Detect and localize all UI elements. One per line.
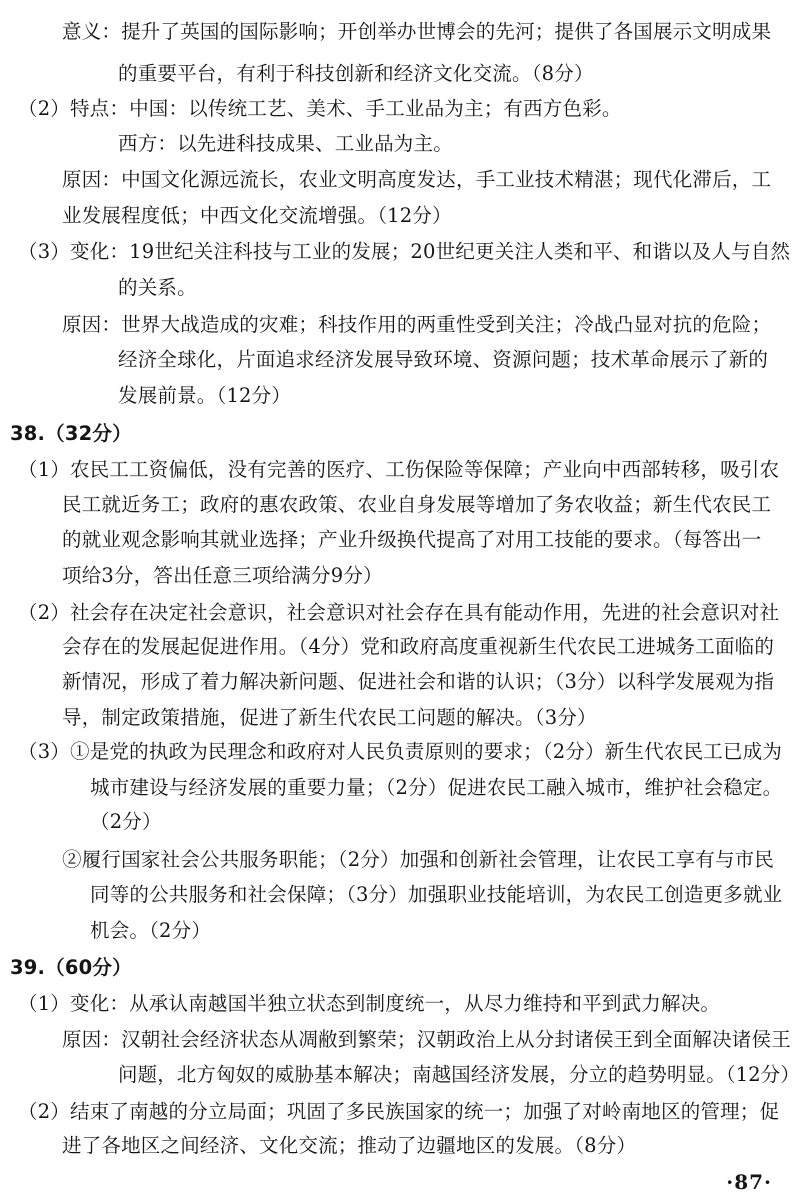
text-line: （2）结束了南越的分立局面；巩固了多民族国家的统一；加强了对岭南地区的管理；促 <box>18 1100 780 1123</box>
text-line: 的重要平台，有利于科技创新和经济文化交流。（8分） <box>118 62 594 85</box>
text-line: 城市建设与经济发展的重要力量；（2分）促进农民工融入城市，维护社会稳定。 <box>90 776 783 799</box>
text-line: 同等的公共服务和社会保障；（3分）加强职业技能培训，为农民工创造更多就业 <box>90 883 783 906</box>
text-line: 西方：以先进科技成果、工业品为主。 <box>118 132 453 155</box>
text-line: 进了各地区之间经济、文化交流；推动了边疆地区的发展。（8分） <box>62 1134 637 1157</box>
text-line: 业发展程度低；中西文化交流增强。（12分） <box>62 204 452 227</box>
text-line: （2）社会存在决定社会意识，社会意识对社会存在具有能动作用，先进的社会意识对社 <box>18 601 780 624</box>
text-line: 原因：汉朝社会经济状态从凋敝到繁荣；汉朝政治上从分封诸侯王到全面解决诸侯王 <box>62 1028 791 1051</box>
text-line: 机会。（2分） <box>90 919 212 942</box>
text-line: 原因：世界大战造成的灾难；科技作用的两重性受到关注；冷战凸显对抗的危险； <box>62 313 772 336</box>
question-39-heading: 39.（60分） <box>10 956 132 979</box>
text-line: 的关系。 <box>118 276 197 299</box>
text-line: 民工就近务工；政府的惠农政策、农业自身发展等增加了务农收益；新生代农民工 <box>62 493 772 516</box>
text-line: （3）变化：19世纪关注科技与工业的发展；20世纪更关注人类和平、和谐以及人与自然 <box>18 240 791 263</box>
text-line: （1）农民工工资偏低，没有完善的医疗、工伤保险等保障；产业向中西部转移，吸引农 <box>18 458 780 481</box>
text-line: ②履行国家社会公共服务职能；（2分）加强和创新社会管理，让农民工享有与市民 <box>62 848 775 871</box>
question-38-heading: 38.（32分） <box>10 422 132 445</box>
text-line: 发展前景。（12分） <box>118 384 292 407</box>
text-line: （2）特点：中国：以传统工艺、美术、手工业品为主；有西方色彩。 <box>18 97 622 120</box>
text-line: 项给3分，答出任意三项给满分9分） <box>62 564 383 587</box>
text-line: 导，制定政策措施，促进了新生代农民工问题的解决。（3分） <box>62 706 597 729</box>
text-line: 经济全球化，片面追求经济发展导致环境、资源问题；技术革命展示了新的 <box>118 348 769 371</box>
text-line: 会存在的发展起促进作用。（4分）党和政府高度重视新生代农民工进城务工面临的 <box>62 635 775 658</box>
text-line: （2分） <box>90 810 162 833</box>
page-number: ·87· <box>726 1170 772 1194</box>
text-line: 原因：中国文化源远流长，农业文明高度发达，手工业技术精湛；现代化滞后，工 <box>62 168 772 191</box>
text-line: （3）①是党的执政为民理念和政府对人民负责原则的要求；（2分）新生代农民工已成为 <box>18 740 783 763</box>
text-line: 问题，北方匈奴的威胁基本解决；南越国经济发展，分立的趋势明显。（12分） <box>118 1063 801 1086</box>
text-line: 的就业观念影响其就业选择；产业升级换代提高了对用工技能的要求。（每答出一 <box>62 528 762 551</box>
text-line: （1）变化：从承认南越国半独立状态到制度统一，从尽力维持和平到武力解决。 <box>18 992 721 1015</box>
text-line: 新情况，形成了着力解决新问题、促进社会和谐的认识；（3分）以科学发展观为指 <box>62 670 775 693</box>
text-line: 意义：提升了英国的国际影响；开创举办世博会的先河；提供了各国展示文明成果 <box>62 20 772 43</box>
